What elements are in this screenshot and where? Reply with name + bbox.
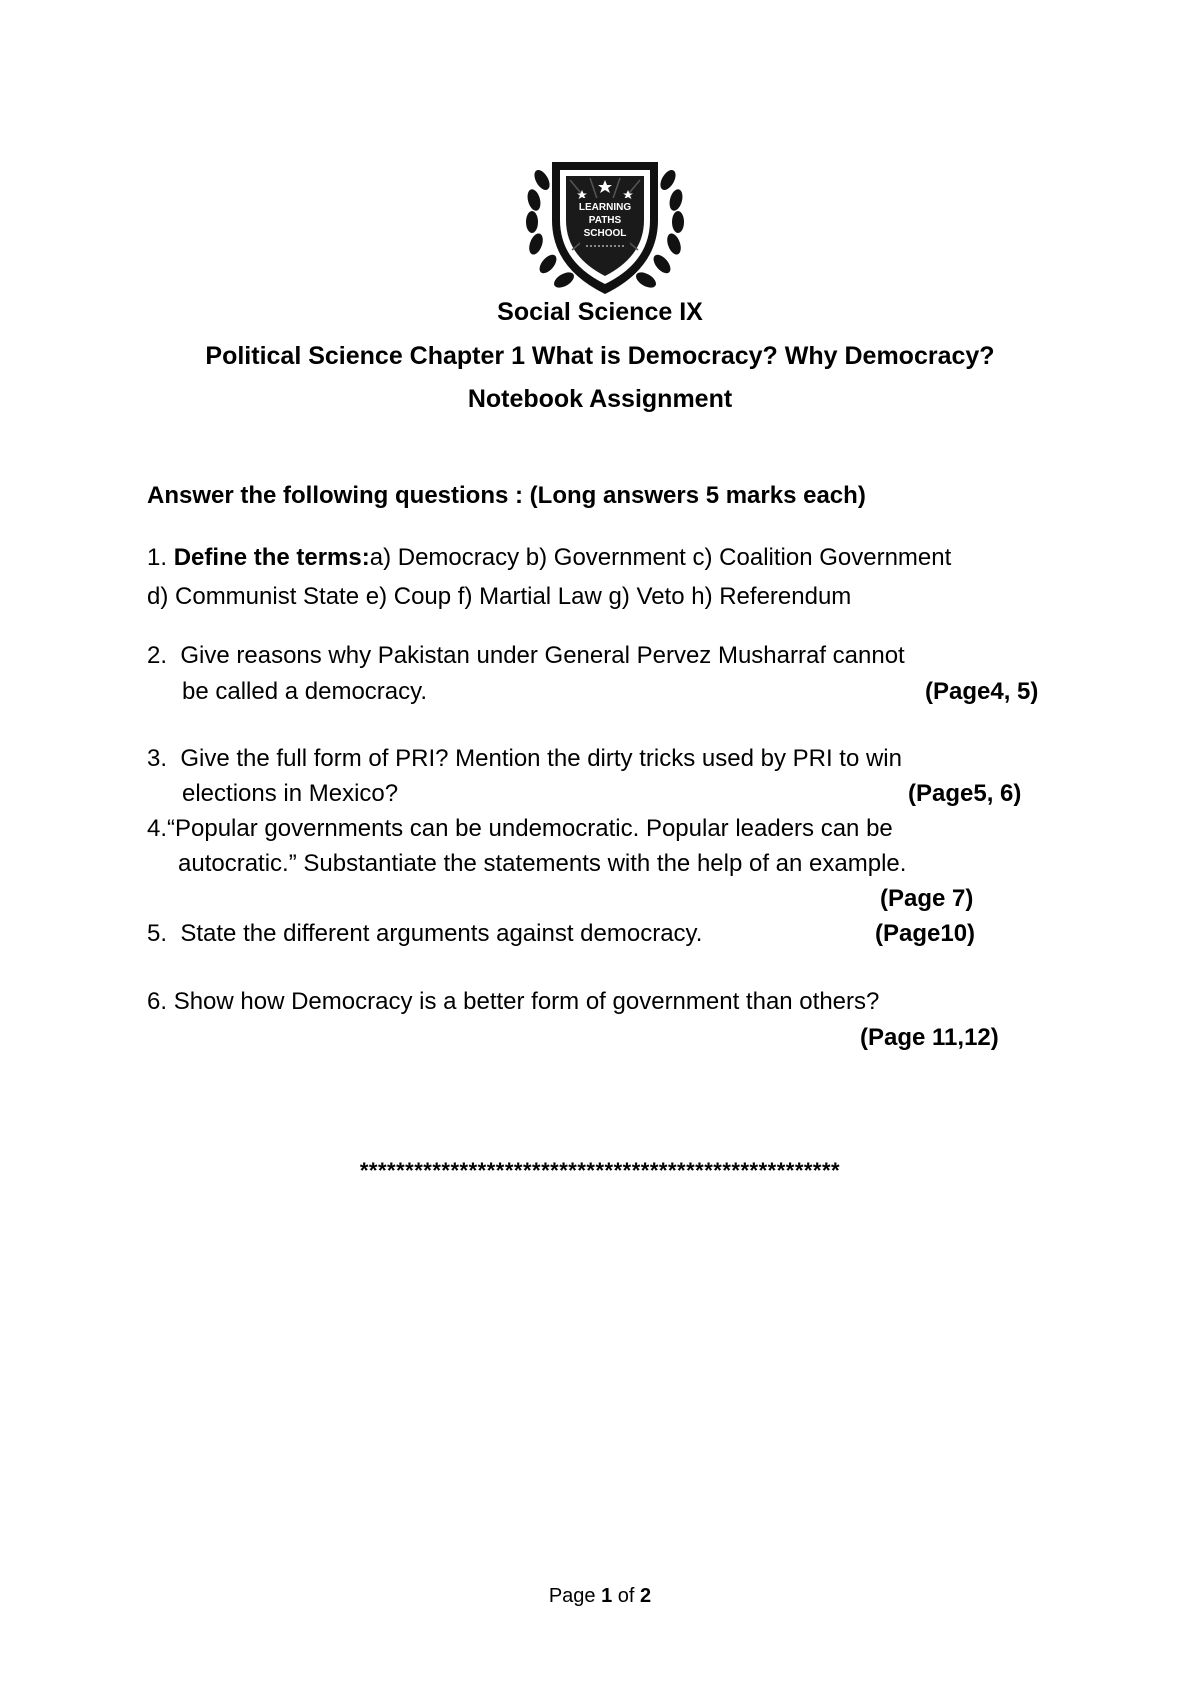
question-1-label: Define the terms: <box>173 544 370 571</box>
question-5 <box>147 920 702 948</box>
school-crest-logo <box>520 150 690 300</box>
footer-prefix: Page <box>548 1585 596 1607</box>
question-6 <box>147 988 879 1016</box>
question-2-number: 2. <box>147 642 168 669</box>
logo-text-line-1: LEARNING <box>578 202 632 213</box>
question-2-page-ref: (Page4, 5) <box>925 678 1039 705</box>
question-6-line-1: Show how Democracy is a better form of government than others? <box>173 988 880 1015</box>
question-3 <box>147 745 902 773</box>
question-4-number: 4. <box>147 815 168 842</box>
question-2-line-1: Give reasons why Pakistan under General Pervez Musharraf cannot <box>180 642 905 669</box>
question-2-line-2: be called a democracy. <box>182 678 428 705</box>
assignment-title: Notebook Assignment <box>467 385 733 413</box>
question-1-line-1: a) Democracy b) Government c) Coalition Government <box>369 544 952 571</box>
question-4-line-1: “Popular governments can be undemocratic. Popular leaders can be <box>167 815 893 842</box>
question-4-page-ref: (Page 7) <box>880 885 974 912</box>
footer-total-pages: 2 <box>640 1585 652 1607</box>
question-5-page-ref: (Page10) <box>875 920 976 947</box>
instructions-text: Answer the following questions : (Long answers 5 marks each) <box>147 482 866 509</box>
question-2 <box>147 642 905 670</box>
separator-stars: ***************************************************** <box>359 1158 841 1183</box>
question-3-page-ref: (Page5, 6) <box>908 780 1022 807</box>
question-3-line-2: elections in Mexico? <box>182 780 399 807</box>
subject-title: Social Science IX <box>497 298 703 326</box>
footer-of: of <box>617 1585 635 1607</box>
question-6-number: 6. <box>147 988 168 1015</box>
logo-text-line-2: PATHS <box>588 215 622 226</box>
question-4 <box>147 815 893 843</box>
question-4-line-2: autocratic.” Substantiate the statements with the help of an example. <box>178 850 907 877</box>
question-1-number: 1. <box>147 544 168 571</box>
footer-current-page: 1 <box>601 1585 613 1607</box>
question-3-line-1: Give the full form of PRI? Mention the dirty tricks used by PRI to win <box>180 745 902 772</box>
question-3-number: 3. <box>147 745 168 772</box>
question-5-line-1: State the different arguments against democracy. <box>180 920 703 947</box>
logo-text-line-3: SCHOOL <box>583 228 627 239</box>
chapter-title: Political Science Chapter 1 What is Democracy? Why Democracy? <box>205 342 995 370</box>
question-1-line-2: d) Communist State e) Coup f) Martial Law g) Veto h) Referendum <box>147 583 852 610</box>
page-footer <box>0 1585 1200 1608</box>
question-5-number: 5. <box>147 920 168 947</box>
question-1 <box>147 544 951 572</box>
question-6-page-ref: (Page 11,12) <box>860 1024 999 1051</box>
